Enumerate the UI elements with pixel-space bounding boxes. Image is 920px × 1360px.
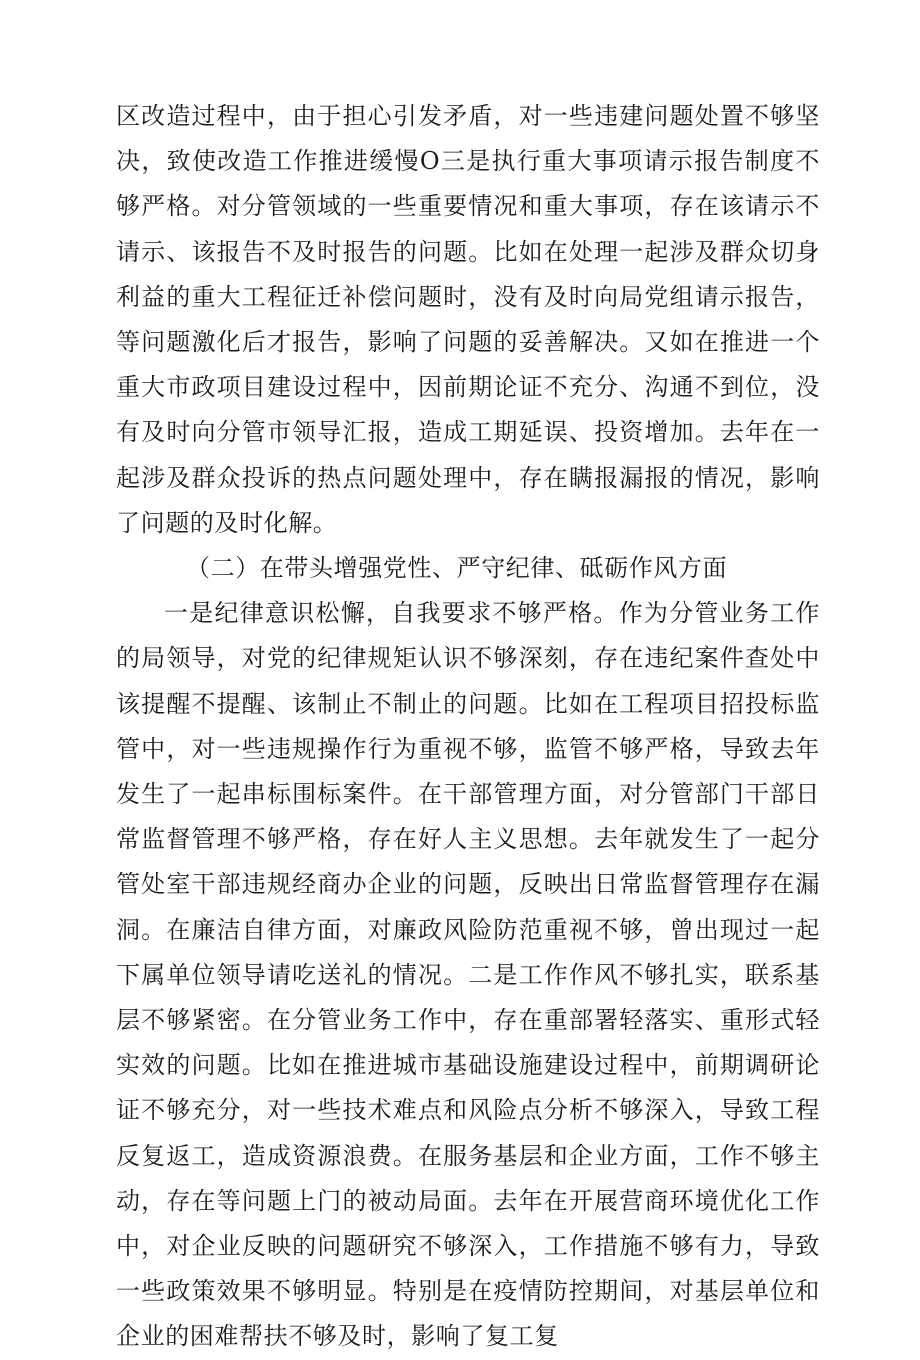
paragraph-body: 一是纪律意识松懈，自我要求不够严格。作为分管业务工作的局领导，对党的纪律规矩认识不够深刻，存在违纪案件查处中该提醒不提醒、该制止不制止的问题。比如在工程项目招投标监管中，对一些违规操作行为重视不够，监管不够严格，导致去年发生了一起串标围标案件。在干部管理方面，对分管部门干部日常监督管理不够严格，存在好人主义思想。去年就发生了一起分管处室干部违规经商办企业的问题，反映出日常监督管理存在漏洞。在廉洁自律方面，对廉政风险防范重视不够，曾出现过一起下属单位领导请吃送礼的情况。二是工作作风不够扎实，联系基层不够紧密。在分管业务工作中，存在重部署轻落实、重形式轻实效的问题。比如在推进城市基础设施建设过程中，前期调研论证不够充分，对一些技术难点和风险点分析不够深入，导致工程反复返工，造成资源浪费。在服务基层和企业方面，工作不够主动，存在等问题上门的被动局面。去年在开展营商环境优化工作中，对企业反映的问题研究不够深入，工作措施不够有力，导致一些政策效果不够明显。特别是在疫情防控期间，对基层单位和企业的困难帮扶不够及时，影响了复工复 [116,599,820,1351]
section-heading: （二）在带头增强党性、严守纪律、砥砺作风方面 [186,554,728,583]
paragraph-continuation: 区改造过程中，由于担心引发矛盾，对一些违建问题处置不够坚决，致使改造工作推进缓慢O三是执行重大事项请示报告制度不够严格。对分管领域的一些重要情况和重大事项，存在该请示不请示、该报告不及时报告的问题。比如在处理一起涉及群众切身利益的重大工程征迁补偿问题时，没有及时向局党组请示报告，等问题激化后才报告，影响了问题的妥善解决。又如在推进一个重大市政项目建设过程中，因前期论证不充分、沟通不到位，没有及时向分管市领导汇报，造成工期延误、投资增加。去年在一起涉及群众投诉的热点问题处理中，存在瞒报漏报的情况，影响了问题的及时化解。 [116,102,820,537]
